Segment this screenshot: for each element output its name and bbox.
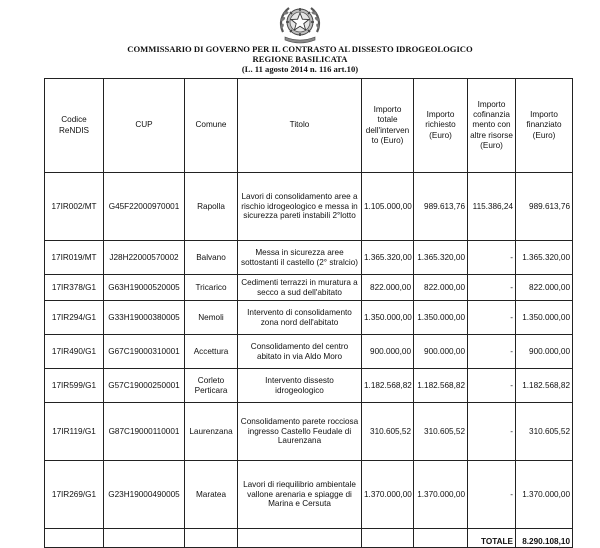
table-row	[45, 461, 573, 529]
cell-importo-richiesto: 1.182.568,82	[414, 369, 468, 403]
cell-codice: 17IR269/G1	[45, 461, 104, 529]
cell-comune: Maratea	[185, 461, 238, 529]
cell-cup: G45F22000970001	[104, 173, 185, 241]
cell-titolo: Intervento di consolidamento zona nord dell'abitato	[238, 301, 362, 335]
table-total-row	[45, 529, 573, 548]
col-header-codice: Codice ReNDIS	[45, 79, 104, 173]
table-row	[45, 173, 573, 241]
cell-importo-richiesto: 310.605,52	[414, 403, 468, 461]
cell-comune: Accettura	[185, 335, 238, 369]
cell-importo-totale: 310.605,52	[362, 403, 414, 461]
cell-titolo: Consolidamento del centro abitato in via Aldo Moro	[238, 335, 362, 369]
cell-codice: 17IR019/MT	[45, 241, 104, 275]
cell-importo-cofinanziamento: 115.386,24	[468, 173, 516, 241]
cell-codice: 17IR599/G1	[45, 369, 104, 403]
col-header-importo-finanziato: Importo finanziato (Euro)	[516, 79, 573, 173]
cell-importo-cofinanziamento: -	[468, 275, 516, 301]
total-label: TOTALE	[468, 529, 516, 548]
cell-cup: G23H19000490005	[104, 461, 185, 529]
cell-importo-richiesto: 822.000,00	[414, 275, 468, 301]
cell-importo-cofinanziamento: -	[468, 335, 516, 369]
cell-importo-cofinanziamento: -	[468, 301, 516, 335]
interventi-table	[44, 78, 573, 548]
table-row	[45, 369, 573, 403]
col-header-titolo: Titolo	[238, 79, 362, 173]
cell-importo-richiesto: 1.370.000,00	[414, 461, 468, 529]
italian-republic-emblem-icon	[275, 2, 325, 44]
cell-comune: Corleto Perticara	[185, 369, 238, 403]
col-header-importo-cofinanziamento: Importo cofinanzia mento con altre risorse (Euro)	[468, 79, 516, 173]
cell-cup: G33H19000380005	[104, 301, 185, 335]
table-header-row	[45, 79, 573, 173]
header-line-regione: REGIONE BASILICATA	[252, 54, 348, 64]
table-row	[45, 275, 573, 301]
col-header-cup: CUP	[104, 79, 185, 173]
cell-titolo: Lavori di riequilibrio ambientale vallone arenaria e spiagge di Marina e Cersuta	[238, 461, 362, 529]
cell-titolo: Cedimenti terrazzi in muratura a secco a sud dell'abitato	[238, 275, 362, 301]
cell-cup: J28H22000570002	[104, 241, 185, 275]
cell-titolo: Lavori di consolidamento aree a rischio idrogeologico e messa in sicurezza pareti instabili 2°lotto	[238, 173, 362, 241]
cell-codice: 17IR119/G1	[45, 403, 104, 461]
cell-importo-richiesto: 989.613,76	[414, 173, 468, 241]
cell-importo-totale: 900.000,00	[362, 335, 414, 369]
total-value: 8.290.108,10	[516, 529, 573, 548]
cell-importo-finanziato: 310.605,52	[516, 403, 573, 461]
col-header-importo-totale: Importo totale dell'interven to (Euro)	[362, 79, 414, 173]
cell-importo-totale: 822.000,00	[362, 275, 414, 301]
document-header	[0, 44, 600, 74]
cell-importo-totale: 1.350.000,00	[362, 301, 414, 335]
cell-importo-finanziato: 1.370.000,00	[516, 461, 573, 529]
cell-importo-cofinanziamento: -	[468, 403, 516, 461]
cell-importo-cofinanziamento: -	[468, 461, 516, 529]
cell-importo-finanziato: 822.000,00	[516, 275, 573, 301]
cell-cup: G57C19000250001	[104, 369, 185, 403]
cell-codice: 17IR294/G1	[45, 301, 104, 335]
table-row	[45, 241, 573, 275]
cell-comune: Balvano	[185, 241, 238, 275]
cell-comune: Rapolla	[185, 173, 238, 241]
cell-importo-finanziato: 989.613,76	[516, 173, 573, 241]
header-line-legge: (L. 11 agosto 2014 n. 116 art.10)	[241, 64, 359, 74]
cell-importo-finanziato: 1.182.568,82	[516, 369, 573, 403]
cell-importo-richiesto: 900.000,00	[414, 335, 468, 369]
cell-importo-cofinanziamento: -	[468, 241, 516, 275]
cell-importo-totale: 1.365.320,00	[362, 241, 414, 275]
table-row	[45, 335, 573, 369]
cell-cup: G67C19000310001	[104, 335, 185, 369]
cell-codice: 17IR490/G1	[45, 335, 104, 369]
cell-titolo: Messa in sicurezza aree sottostanti il castello (2° stralcio)	[238, 241, 362, 275]
cell-codice: 17IR002/MT	[45, 173, 104, 241]
cell-cup: G87C19000110001	[104, 403, 185, 461]
col-header-importo-richiesto: Importo richiesto (Euro)	[414, 79, 468, 173]
cell-importo-richiesto: 1.365.320,00	[414, 241, 468, 275]
cell-titolo: Consolidamento parete rocciosa ingresso Castello Feudale di Laurenzana	[238, 403, 362, 461]
cell-codice: 17IR378/G1	[45, 275, 104, 301]
cell-importo-finanziato: 1.350.000,00	[516, 301, 573, 335]
cell-titolo: Intervento dissesto idrogeologico	[238, 369, 362, 403]
table-row	[45, 403, 573, 461]
table-row	[45, 301, 573, 335]
cell-importo-richiesto: 1.350.000,00	[414, 301, 468, 335]
table-body	[45, 173, 573, 529]
cell-importo-totale: 1.370.000,00	[362, 461, 414, 529]
col-header-comune: Comune	[185, 79, 238, 173]
cell-importo-totale: 1.105.000,00	[362, 173, 414, 241]
header-line-commissario: COMMISSARIO DI GOVERNO PER IL CONTRASTO AL DISSESTO IDROGEOLOGICO	[127, 44, 473, 54]
cell-importo-cofinanziamento: -	[468, 369, 516, 403]
cell-importo-totale: 1.182.568,82	[362, 369, 414, 403]
cell-cup: G63H19000520005	[104, 275, 185, 301]
cell-comune: Tricarico	[185, 275, 238, 301]
cell-comune: Nemoli	[185, 301, 238, 335]
cell-comune: Laurenzana	[185, 403, 238, 461]
cell-importo-finanziato: 1.365.320,00	[516, 241, 573, 275]
cell-importo-finanziato: 900.000,00	[516, 335, 573, 369]
